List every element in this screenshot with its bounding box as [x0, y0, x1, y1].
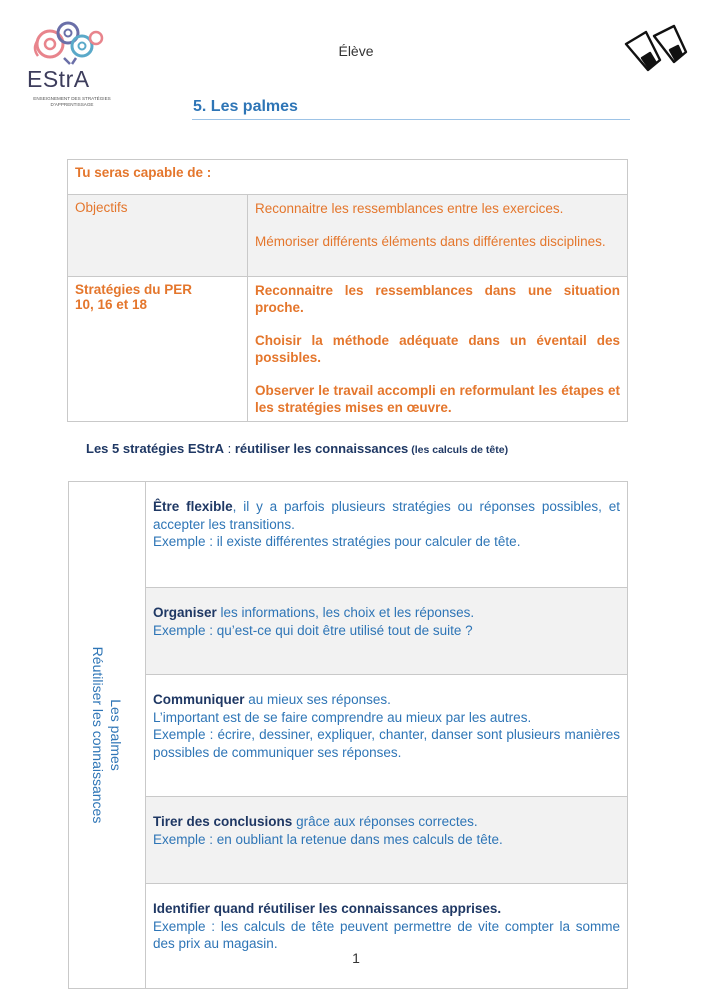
- side-label-line: Réutiliser les connaissances: [90, 646, 106, 824]
- strategy-keyword: Identifier quand réutiliser les connaissances apprises.: [153, 901, 502, 916]
- estra-logo: [24, 18, 124, 114]
- strategy-example: Exemple : il existe différentes stratégies pour calculer de tête.: [153, 534, 521, 549]
- per-strategies-content: [248, 277, 628, 422]
- strategy-keyword: Organiser: [153, 605, 217, 620]
- per-strategy-item: Reconnaitre les ressemblances dans une situation proche.: [255, 283, 620, 315]
- strategy-description: , il y a parfois plusieurs stratégies ou réponses possibles, et accepter les transitions.: [153, 499, 620, 532]
- strategies-table: [68, 481, 628, 989]
- objectives-table-title: Tu seras capable de :: [68, 160, 628, 195]
- logo-wordmark: EStrA: [27, 66, 90, 92]
- strategies-heading-small: (les calculs de tête): [408, 444, 509, 456]
- strategies-heading-separator: :: [224, 441, 235, 456]
- strategy-description: les informations, les choix et les réponses.: [216, 605, 475, 620]
- strategies-heading-prefix: Les 5 stratégies EStrA: [86, 441, 225, 456]
- strategies-heading: [86, 441, 508, 456]
- side-label-line: Les palmes: [108, 699, 124, 771]
- objectives-label: Objectifs: [68, 195, 248, 277]
- strategy-description: au mieux ses réponses.: [244, 692, 391, 707]
- swim-fins-icon: [620, 22, 692, 80]
- table-row: [68, 195, 628, 277]
- table-row: [68, 160, 628, 195]
- strategy-keyword: Être flexible: [153, 499, 233, 514]
- table-row: [69, 797, 628, 884]
- per-strategies-label: [68, 277, 248, 422]
- strategy-keyword: Communiquer: [153, 692, 245, 707]
- strategy-cell: [146, 884, 628, 989]
- strategies-side-label: [69, 482, 146, 989]
- strategy-example: Exemple : qu’est-ce qui doit être utilisé tout de suite ?: [153, 622, 473, 638]
- table-row: [69, 482, 628, 588]
- page-number: 1: [352, 950, 360, 966]
- objective-item: Mémoriser différents éléments dans différentes disciplines.: [255, 234, 606, 249]
- strategy-cell: [146, 588, 628, 675]
- section-divider: [192, 119, 630, 120]
- per-strategy-item: Choisir la méthode adéquate dans un éventail des possibles.: [255, 333, 620, 365]
- student-label: Élève: [338, 43, 374, 59]
- objective-item: Reconnaitre les ressemblances entre les exercices.: [255, 201, 564, 216]
- strategy-description: grâce aux réponses correctes.: [292, 814, 478, 829]
- per-label-numbers: 10, 16 et 18: [75, 297, 148, 312]
- strategy-example: Exemple : écrire, dessiner, expliquer, chanter, danser sont plusieurs manières possibles de communiquer ses réponses.: [153, 727, 620, 760]
- table-row: [69, 884, 628, 989]
- strategy-example: Exemple : les calculs de tête peuvent permettre de vite compter la somme des prix au magasin.: [153, 918, 620, 951]
- strategy-cell: [146, 797, 628, 884]
- table-row: [69, 675, 628, 797]
- strategy-cell: [146, 675, 628, 797]
- strategy-keyword: Tirer des conclusions: [153, 814, 293, 829]
- strategy-example: Exemple : en oubliant la retenue dans mes calculs de tête.: [153, 831, 503, 847]
- per-label-line: Stratégies du PER: [75, 282, 193, 297]
- strategy-cell: [146, 482, 628, 588]
- objectives-content: [248, 195, 628, 277]
- table-row: [68, 277, 628, 422]
- table-row: [69, 588, 628, 675]
- strategy-detail: L’important est de se faire comprendre au mieux par les autres.: [153, 709, 532, 725]
- logo-subtitle: ENSEIGNEMENT DES STRATÉGIES D'APPRENTISSAGE: [33, 96, 111, 107]
- per-strategy-item: Observer le travail accompli en reformulant les étapes et les stratégies mises en œuvre.: [255, 383, 620, 415]
- strategies-heading-main: réutiliser les connaissances: [234, 441, 409, 456]
- section-title: 5. Les palmes: [193, 98, 298, 115]
- objectives-table: [67, 159, 628, 422]
